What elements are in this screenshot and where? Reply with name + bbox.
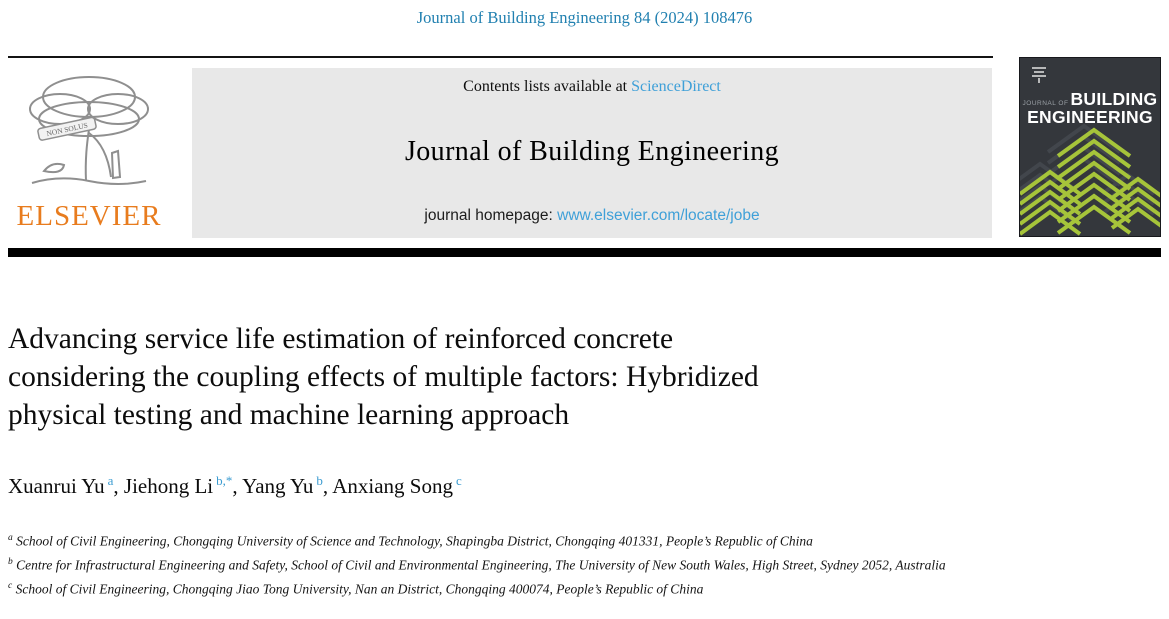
affiliation-line (8, 552, 993, 576)
contents-line (463, 78, 721, 96)
author-list: Xuanrui Yu $^a$, Jiehong Li $^{b,*}$, Yang Yu $^b$, Anxiang Song $^c$ (8, 473, 462, 498)
author-affiliation-marker[interactable]: b,* (216, 473, 233, 488)
homepage-prefix: journal homepage: (424, 207, 558, 224)
article-title-line: considering the coupling effects of multiple factors: Hybridized (8, 361, 759, 393)
article-title-line: Advancing service life estimation of reinforced concrete (8, 323, 674, 355)
cover-elsevier-mini-emblem (1031, 65, 1047, 85)
cover-journal-of-label: JOURNAL OF (1022, 100, 1069, 107)
elsevier-logo (10, 63, 168, 237)
contents-prefix: Contents lists available at (463, 78, 632, 95)
cover-title-line1: BUILDING (1070, 89, 1158, 109)
cover-mountains-art (1020, 124, 1160, 236)
affiliation-marker: a (8, 533, 13, 543)
elsevier-tree-icon (14, 63, 164, 201)
author-name: Jiehong Li (123, 474, 214, 498)
affiliation-text: School of Civil Engineering, Chongqing Jiao Tong University, Nan an District, Chongqing 400074, People’s Republic of China (12, 581, 704, 597)
section-divider (8, 248, 1161, 257)
non-solus-motto: NON SOLUS (45, 120, 89, 139)
affiliation-marker: c (8, 581, 13, 591)
citation-header: Journal of Building Engineering 84 (2024) 108476 (416, 8, 753, 27)
journal-title: Journal of Building Engineering (404, 135, 779, 167)
author-affiliation-marker[interactable]: c (455, 473, 462, 488)
sciencedirect-link[interactable]: ScienceDirect (631, 78, 721, 95)
article-title-line: physical testing and machine learning approach (8, 399, 570, 431)
masthead-banner (192, 68, 992, 238)
journal-cover-thumbnail (1019, 57, 1161, 237)
author-name: Anxiang Song (332, 474, 453, 498)
cover-title-block (1020, 90, 1160, 127)
author-name: Xuanrui Yu (8, 474, 105, 498)
affiliation-list (8, 528, 993, 600)
elsevier-wordmark: ELSEVIER (16, 200, 162, 232)
affiliation-marker: b (8, 557, 13, 567)
author-name: Yang Yu (242, 474, 314, 498)
homepage-url-link[interactable]: www.elsevier.com/locate/jobe (557, 207, 760, 224)
homepage-line (424, 207, 759, 225)
affiliation-text: Centre for Infrastructural Engineering and Safety, School of Civil and Environmental Engineering, The University of New South Wales, High Street, Sydney 2052, Australia (12, 557, 946, 573)
article-title (8, 320, 968, 434)
affiliation-text: School of Civil Engineering, Chongqing University of Science and Technology, Shapingba District, Chongqing 401331, People’s Republic of China (12, 533, 813, 549)
author-affiliation-marker[interactable]: a (107, 473, 114, 488)
affiliation-line (8, 576, 993, 600)
header-rule (8, 56, 993, 58)
cover-title-line2: ENGINEERING (1027, 107, 1153, 128)
affiliation-line (8, 528, 993, 552)
author-affiliation-marker[interactable]: b (316, 473, 323, 488)
